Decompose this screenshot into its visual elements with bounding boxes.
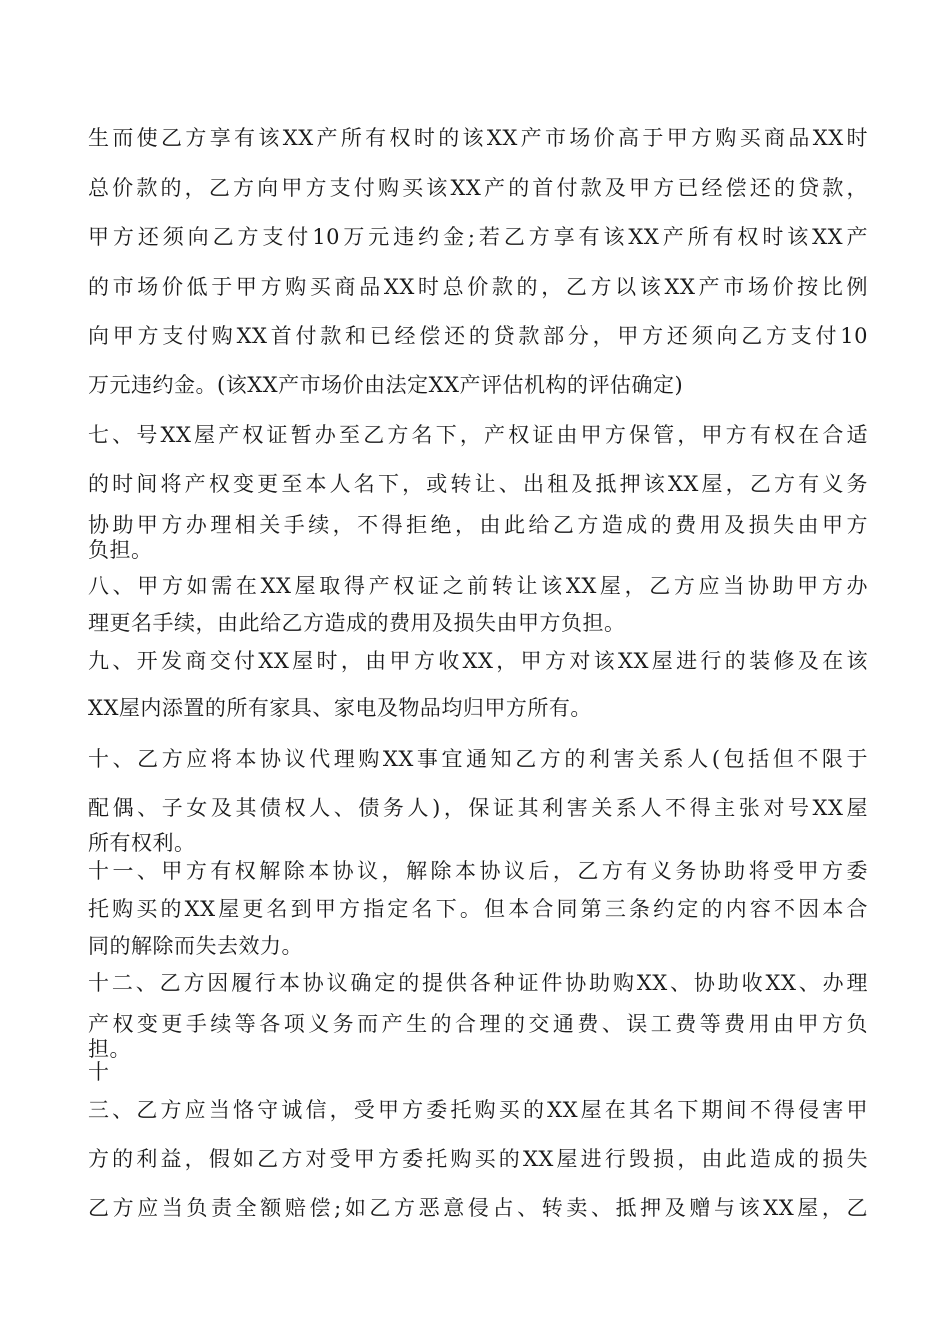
text-line: 所有权利。 — [88, 831, 196, 855]
text-line: 乙方应当负责全额赔偿;如乙方恶意侵占、转卖、抵押及赠与该XX屋，乙 — [88, 1196, 868, 1220]
text-line: 十、乙方应将本协议代理购XX事宜通知乙方的利害关系人(包括但不限于 — [88, 747, 868, 771]
text-line: 配偶、子女及其债权人、债务人)，保证其利害关系人不得主张对号XX屋 — [88, 796, 868, 820]
text-line: 八、甲方如需在XX屋取得产权证之前转让该XX屋，乙方应当协助甲方办 — [88, 574, 868, 598]
text-line: 十二、乙方因履行本协议确定的提供各种证件协助购XX、协助收XX、办理 — [88, 971, 868, 995]
text-line: 协助甲方办理相关手续，不得拒绝，由此给乙方造成的费用及损失由甲方 — [88, 513, 868, 537]
text-line: 甲方还须向乙方支付10万元违约金;若乙方享有该XX产所有权时该XX产 — [88, 225, 868, 249]
text-line: XX屋内添置的所有家具、家电及物品均归甲方所有。 — [88, 696, 592, 720]
text-line: 的市场价低于甲方购买商品XX时总价款的，乙方以该XX产市场价按比例 — [88, 275, 868, 299]
text-line: 七、号XX屋产权证暂办至乙方名下，产权证由甲方保管，甲方有权在合适 — [88, 423, 868, 447]
text-line: 向甲方支付购XX首付款和已经偿还的贷款部分，甲方还须向乙方支付10 — [88, 324, 868, 348]
text-line: 产权变更手续等各项义务而产生的合理的交通费、误工费等费用由甲方负 — [88, 1012, 868, 1036]
text-line: 十 — [88, 1060, 110, 1084]
text-line: 同的解除而失去效力。 — [88, 934, 303, 958]
text-line: 三、乙方应当恪守诚信，受甲方委托购买的XX屋在其名下期间不得侵害甲 — [88, 1098, 868, 1122]
text-line: 方的利益，假如乙方对受甲方委托购买的XX屋进行毁损，由此造成的损失 — [88, 1147, 868, 1171]
text-line: 的时间将产权变更至本人名下，或转让、出租及抵押该XX屋，乙方有义务 — [88, 472, 868, 496]
text-line: 托购买的XX屋更名到甲方指定名下。但本合同第三条约定的内容不因本合 — [88, 897, 868, 921]
text-line: 生而使乙方享有该XX产所有权时的该XX产市场价高于甲方购买商品XX时 — [88, 126, 868, 150]
text-line: 总价款的，乙方向甲方支付购买该XX产的首付款及甲方已经偿还的贷款， — [88, 176, 868, 200]
text-line: 担。 — [88, 1037, 131, 1061]
text-line: 九、开发商交付XX屋时，由甲方收XX，甲方对该XX屋进行的装修及在该 — [88, 649, 868, 673]
text-line: 理更名手续，由此给乙方造成的费用及损失由甲方负担。 — [88, 611, 626, 635]
text-line: 负担。 — [88, 538, 153, 562]
text-line: 万元违约金。(该XX产市场价由法定XX产评估机构的评估确定) — [88, 373, 684, 397]
text-line: 十一、甲方有权解除本协议，解除本协议后，乙方有义务协助将受甲方委 — [88, 859, 868, 883]
